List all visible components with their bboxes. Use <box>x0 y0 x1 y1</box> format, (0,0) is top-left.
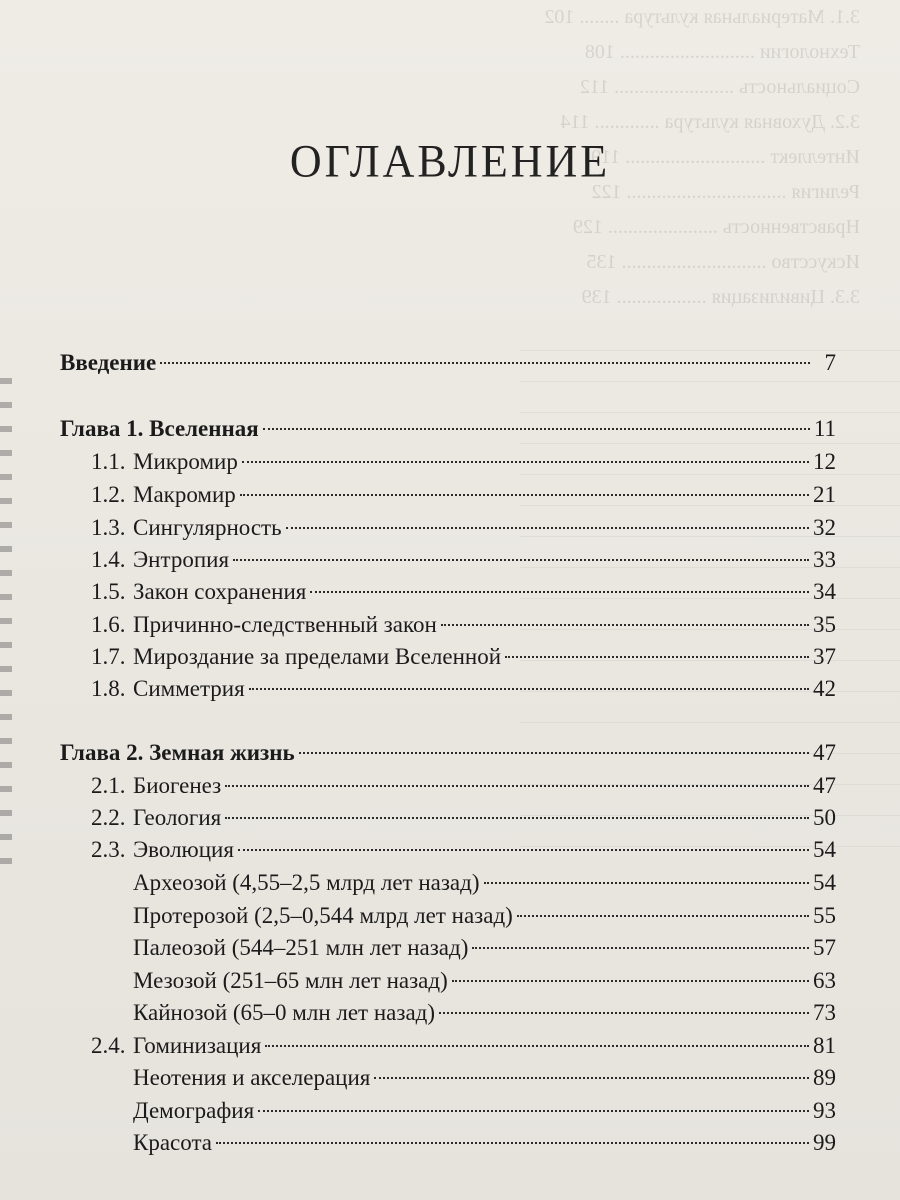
toc-subsection-entry <box>60 866 836 900</box>
toc-chapter-entry <box>60 412 836 446</box>
toc-section-number: 2.2. <box>91 805 126 830</box>
dot-leader <box>216 1142 809 1144</box>
toc-subsection-entry <box>60 1094 836 1128</box>
dot-leader <box>517 915 809 917</box>
toc-entry-label <box>91 608 437 642</box>
toc-entry-title: Симметрия <box>133 676 245 701</box>
toc-section-number: 1.1. <box>91 449 126 474</box>
toc-page-number: 35 <box>813 612 836 637</box>
toc-section-entry <box>60 575 836 609</box>
toc-entry-title: Причинно-следственный закон <box>133 612 437 637</box>
toc-entry-label <box>91 575 306 609</box>
dot-leader <box>265 1045 809 1047</box>
toc-entry-label <box>91 543 229 577</box>
toc-section-number: 1.3. <box>91 515 126 540</box>
toc-page-number: 89 <box>813 1065 836 1090</box>
toc-subsection-entry <box>60 1061 836 1095</box>
dot-leader <box>439 1012 809 1014</box>
toc-entry-label <box>91 833 234 867</box>
toc-entry-title: Кайнозой (65–0 млн лет назад) <box>133 1000 436 1025</box>
toc-entry-title: Мезозой (251–65 млн лет назад) <box>133 968 448 993</box>
toc-entry-title: Мироздание за пределами Вселенной <box>133 644 502 669</box>
toc-entry-title: Макромир <box>133 482 236 507</box>
toc-page-number: 11 <box>813 416 836 441</box>
toc-page-number: 93 <box>813 1098 836 1123</box>
dot-leader <box>286 527 809 529</box>
toc-entry-label <box>133 996 435 1030</box>
dot-leader <box>242 461 809 463</box>
dot-leader <box>452 980 809 982</box>
toc-page-number: 73 <box>813 1000 836 1025</box>
toc-entry-title: Глава 1. Вселенная <box>60 416 259 441</box>
toc-section-number: 2.1. <box>91 773 126 798</box>
toc-page-number: 47 <box>813 773 836 798</box>
toc-subsection-entry <box>60 1126 836 1160</box>
dot-leader <box>238 849 809 851</box>
toc-page-number: 50 <box>813 805 836 830</box>
toc-entry-label <box>133 964 448 998</box>
toc-entry-label <box>133 1126 212 1160</box>
toc-entry-label <box>91 445 238 479</box>
show-through-text: 3.1. Материальная культура ........ 102 Технологии ........................... 108 Социальность ........................ 112 3.2. Духовная культура ............. 114 Интеллект ............................ 119 Религия ................................ 122 Нравственность ...................... 129 Искусство ............................. 135 3.3. Цивилизация .................. 139 <box>544 6 860 308</box>
toc-entry-title: Геология <box>133 805 222 830</box>
page-edge <box>0 360 12 880</box>
toc-entry-title: Эволюция <box>133 837 234 862</box>
dot-leader <box>160 362 810 364</box>
toc-section-entry <box>60 1029 836 1063</box>
toc-subsection-entry <box>60 899 836 933</box>
toc-section-entry <box>60 608 836 642</box>
toc-section-entry <box>60 769 836 803</box>
toc-entry-title: Археозой (4,55–2,5 млрд лет назад) <box>133 870 480 895</box>
toc-page-number: 54 <box>813 870 836 895</box>
toc-page-number: 63 <box>813 968 836 993</box>
toc-entry-label <box>60 412 259 446</box>
toc-section-entry <box>60 833 836 867</box>
dot-leader <box>225 817 809 819</box>
toc-entry-label <box>91 801 221 835</box>
toc-subsection-entry <box>60 931 836 965</box>
toc-section-entry <box>60 445 836 479</box>
toc-entry-label <box>133 899 513 933</box>
toc-entry-title: Неотения и акселерация <box>133 1065 371 1090</box>
toc-entry-title: Гоминизация <box>133 1033 262 1058</box>
toc-entry-label <box>60 736 295 770</box>
toc-entry-title: Глава 2. Земная жизнь <box>60 740 295 765</box>
toc-page-number: 33 <box>813 547 836 572</box>
toc-page-number: 37 <box>813 644 836 669</box>
dot-leader <box>263 428 810 430</box>
dot-leader <box>233 559 809 561</box>
dot-leader <box>299 752 809 754</box>
dot-leader <box>505 656 809 658</box>
toc-entry-label <box>133 1094 254 1128</box>
toc-section-number: 1.2. <box>91 482 126 507</box>
dot-leader <box>249 688 809 690</box>
toc-page-number: 57 <box>813 935 836 960</box>
toc-entry-label <box>91 1029 261 1063</box>
toc-section-entry <box>60 478 836 512</box>
toc-page-number: 55 <box>813 903 836 928</box>
toc-entry-title: Красота <box>133 1130 212 1155</box>
toc-section-number: 2.3. <box>91 837 126 862</box>
dot-leader <box>441 624 809 626</box>
toc-entry-label <box>91 672 245 706</box>
toc-entry-title: Биогенез <box>133 773 222 798</box>
toc-entry-label <box>91 769 221 803</box>
toc-page-number: 99 <box>813 1130 836 1155</box>
toc-page-number: 12 <box>813 449 836 474</box>
page-title: ОГЛАВЛЕНИЕ <box>289 135 611 188</box>
toc-entry-label <box>133 866 480 900</box>
toc-section-entry <box>60 640 836 674</box>
toc-page-number: 34 <box>813 579 836 604</box>
toc-entry-title: Демография <box>133 1098 255 1123</box>
toc-section-number: 1.4. <box>91 547 126 572</box>
toc-section-entry <box>60 511 836 545</box>
toc-entry-title: Микромир <box>133 449 238 474</box>
toc-entry-label <box>60 346 156 380</box>
toc-page-number: 54 <box>813 837 836 862</box>
toc-chapter-entry <box>60 346 836 380</box>
toc-entry-label <box>91 478 236 512</box>
toc-entry-title: Сингулярность <box>133 515 282 540</box>
toc-page-number: 32 <box>813 515 836 540</box>
toc-entry-label <box>91 511 282 545</box>
toc-section-number: 1.5. <box>91 579 126 604</box>
dot-leader <box>374 1077 809 1079</box>
dot-leader <box>225 785 809 787</box>
toc-entry-title: Протерозой (2,5–0,544 млрд лет назад) <box>133 903 513 928</box>
toc-page-number: 21 <box>813 482 836 507</box>
toc-chapter-entry <box>60 736 836 770</box>
toc-section-entry <box>60 801 836 835</box>
toc-entry-title: Введение <box>60 350 157 375</box>
toc-entry-label <box>133 931 468 965</box>
toc-entry-title: Закон сохранения <box>133 579 307 604</box>
dot-leader <box>472 947 809 949</box>
dot-leader <box>240 494 809 496</box>
toc-entry-title: Палеозой (544–251 млн лет назад) <box>133 935 469 960</box>
toc-page-number: 42 <box>813 676 836 701</box>
toc-page-number: 81 <box>813 1033 836 1058</box>
toc-section-number: 1.6. <box>91 612 126 637</box>
dot-leader <box>484 882 809 884</box>
toc-section-number: 1.8. <box>91 676 126 701</box>
dot-leader <box>258 1110 809 1112</box>
toc-section-number: 1.7. <box>91 644 126 669</box>
toc-page-number: 7 <box>824 350 836 375</box>
toc-entry-label <box>133 1061 370 1095</box>
dot-leader <box>310 591 809 593</box>
toc-entry-label <box>91 640 501 674</box>
toc-entry-title: Энтропия <box>133 547 230 572</box>
toc-subsection-entry <box>60 996 836 1030</box>
toc-subsection-entry <box>60 964 836 998</box>
toc-section-entry <box>60 672 836 706</box>
toc-page-number: 47 <box>813 740 836 765</box>
toc-section-number: 2.4. <box>91 1033 126 1058</box>
toc-section-entry <box>60 543 836 577</box>
